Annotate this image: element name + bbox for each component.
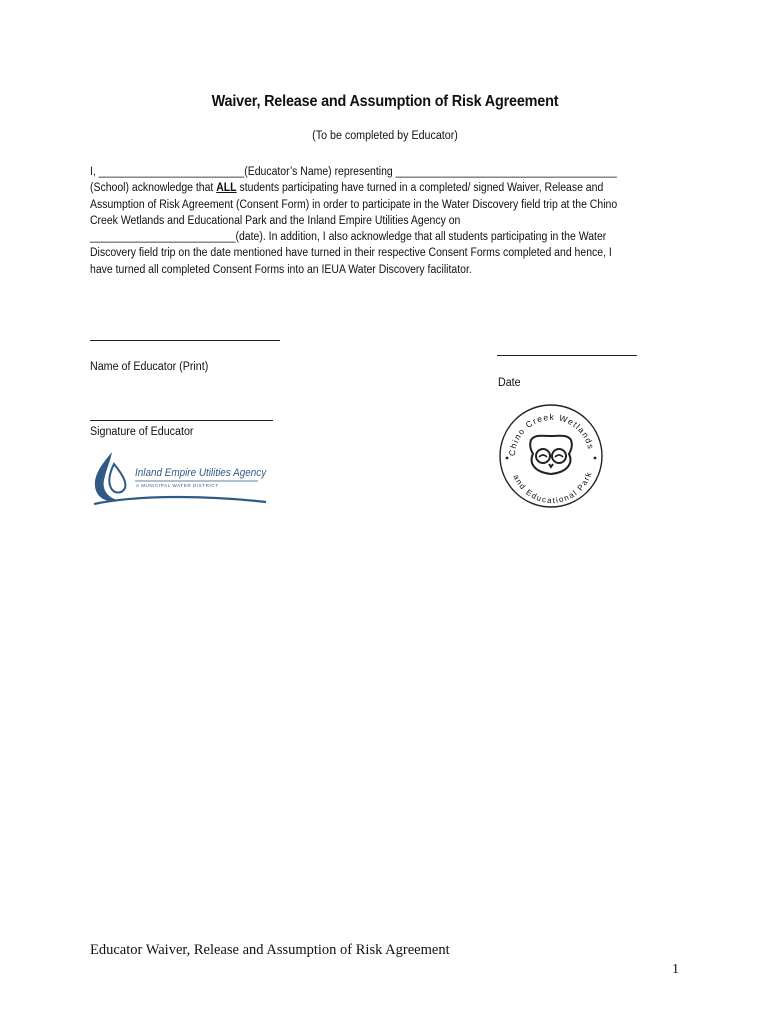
chino-creek-logo xyxy=(497,402,605,510)
ieua-name: Inland Empire Utilities Agency xyxy=(135,467,267,479)
owl-icon xyxy=(530,436,572,474)
paragraph-line: I, _________________________(Educator’s Name) representing ______________________________________ xyxy=(90,166,617,178)
paragraph-line: _________________________(date). In addition, I also acknowledge that all students participating in the Water xyxy=(90,231,607,244)
ieua-logo xyxy=(92,448,270,510)
page-number: 1 xyxy=(672,962,679,977)
date-label: Date xyxy=(498,377,521,389)
emphasis-all: ALL xyxy=(216,182,237,195)
educator-name-line[interactable] xyxy=(90,340,280,341)
signature-line[interactable] xyxy=(90,420,273,421)
signature-label: Signature of Educator xyxy=(90,426,194,438)
date-line[interactable] xyxy=(497,355,637,356)
ieua-underline xyxy=(92,448,270,510)
footer-title: Educator Waiver, Release and Assumption of Risk Agreement xyxy=(90,942,450,958)
paragraph-line xyxy=(90,180,618,196)
document-subtitle: (To be completed by Educator) xyxy=(312,130,458,142)
paragraph-line: have turned all completed Consent Forms into an IEUA Water Discovery facilitator. xyxy=(90,263,472,276)
park-name-arc: Chino Creek Wetlands xyxy=(506,411,597,457)
paragraph-line: Discovery field trip on the date mentioned have turned in their respective Consent Forms completed and hence, I xyxy=(90,247,612,260)
park-sub-arc: and Educational Park xyxy=(511,470,594,506)
paragraph-line: Assumption of Risk Agreement (Consent Form) in order to participate in the Water Discovery field trip at the Chino xyxy=(90,198,618,211)
svg-text:Chino Creek Wetlands xyxy=(507,412,597,457)
acknowledgement-paragraph xyxy=(90,164,670,278)
paragraph-text: students participating have turned in a completed/ signed Waiver, Release and xyxy=(236,182,604,195)
document-title: Waiver, Release and Assumption of Risk Agreement xyxy=(211,93,559,110)
educator-name-label: Name of Educator (Print) xyxy=(90,361,209,373)
ieua-tagline: A MUNICIPAL WATER DISTRICT xyxy=(136,483,219,488)
paragraph-line: Creek Wetlands and Educational Park and the Inland Empire Utilities Agency on xyxy=(90,214,461,227)
paragraph-text: (School) acknowledge that xyxy=(90,182,217,195)
